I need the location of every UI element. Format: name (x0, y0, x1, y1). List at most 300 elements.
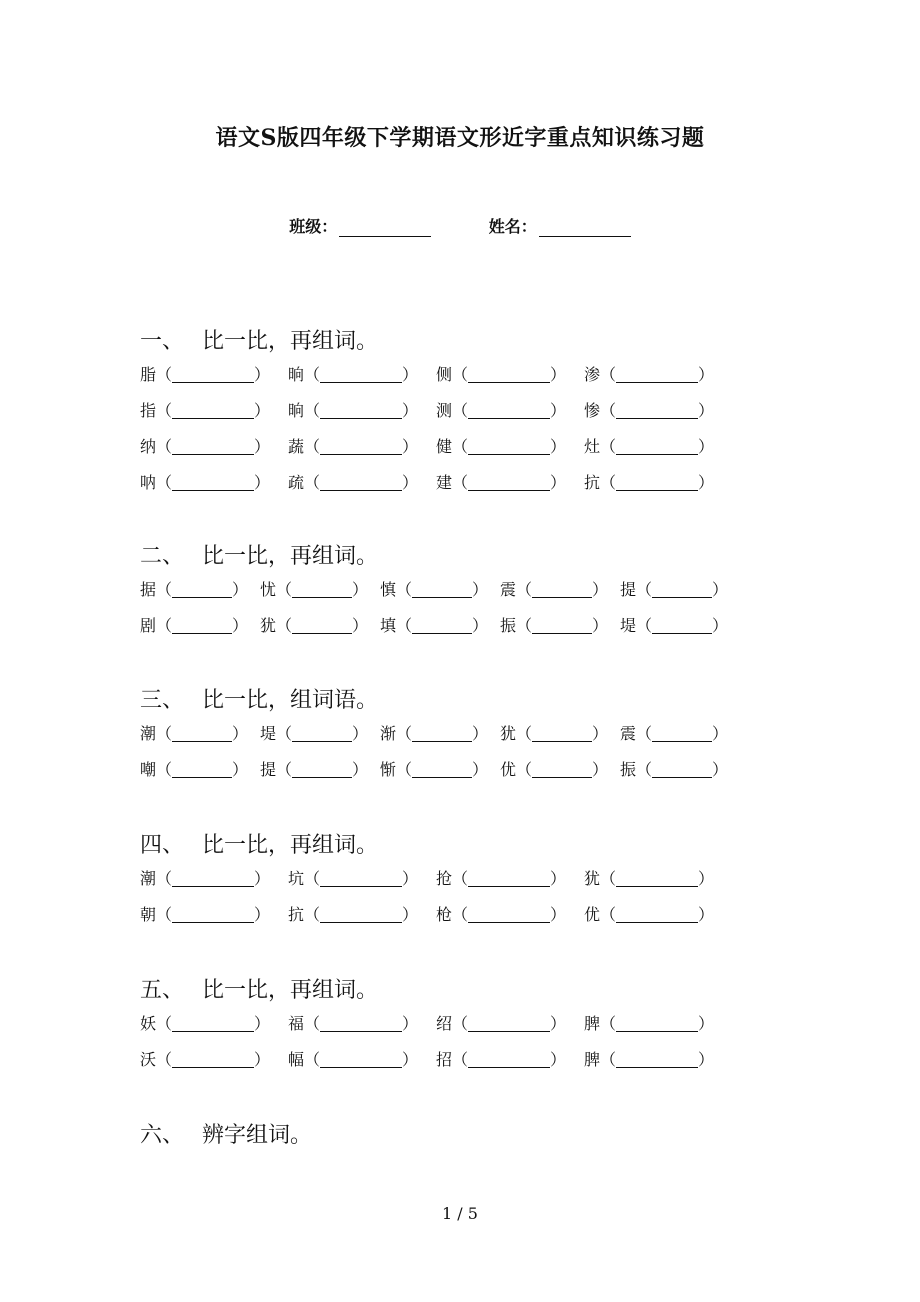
open-paren: （ (452, 869, 469, 888)
open-paren: （ (276, 724, 293, 743)
answer-blank[interactable] (320, 441, 402, 455)
section-number: 一、 (140, 329, 185, 354)
answer-blank[interactable] (468, 873, 550, 887)
char-row (140, 1006, 760, 1042)
character: 惨 (584, 401, 601, 420)
close-paren: ） (402, 869, 419, 888)
char-item (436, 1042, 584, 1078)
open-paren: （ (452, 401, 469, 420)
character: 忧 (260, 580, 277, 599)
character: 建 (436, 473, 453, 492)
character: 振 (500, 616, 517, 635)
open-paren: （ (636, 616, 653, 635)
answer-blank[interactable] (652, 620, 712, 634)
open-paren: （ (304, 905, 321, 924)
character: 提 (260, 760, 277, 779)
char-item (380, 608, 500, 644)
char-item (436, 465, 584, 501)
close-paren: ） (402, 437, 419, 456)
close-paren: ） (254, 473, 271, 492)
close-paren: ） (402, 1050, 419, 1069)
close-paren: ） (254, 1014, 271, 1033)
open-paren: （ (396, 580, 413, 599)
character: 抢 (436, 869, 453, 888)
close-paren: ） (550, 437, 567, 456)
character: 晌 (288, 401, 305, 420)
open-paren: （ (600, 1014, 617, 1033)
open-paren: （ (276, 580, 293, 599)
answer-blank[interactable] (172, 369, 254, 383)
character: 脾 (584, 1050, 601, 1069)
answer-blank[interactable] (412, 584, 472, 598)
character: 优 (584, 905, 601, 924)
answer-blank[interactable] (468, 369, 550, 383)
character: 福 (288, 1014, 305, 1033)
char-item (436, 357, 584, 393)
character: 朝 (140, 905, 157, 924)
open-paren: （ (516, 616, 533, 635)
answer-blank[interactable] (468, 1018, 550, 1032)
close-paren: ） (352, 760, 369, 779)
close-paren: ） (550, 905, 567, 924)
open-paren: （ (396, 760, 413, 779)
char-row (140, 1042, 760, 1078)
section-number: 四、 (140, 833, 185, 858)
answer-blank[interactable] (616, 369, 698, 383)
character: 坑 (288, 869, 305, 888)
char-item (584, 861, 732, 897)
section-instruction: 比一比，组词语。 (202, 688, 379, 713)
answer-blank[interactable] (172, 1018, 254, 1032)
char-item (584, 429, 732, 465)
character: 蔬 (288, 437, 305, 456)
answer-blank[interactable] (320, 909, 402, 923)
section-instruction: 辨字组词。 (202, 1123, 313, 1148)
answer-blank[interactable] (532, 764, 592, 778)
close-paren: ） (712, 580, 729, 599)
char-item (140, 572, 260, 608)
char-item (288, 393, 436, 429)
open-paren: （ (452, 905, 469, 924)
character: 指 (140, 401, 157, 420)
close-paren: ） (698, 1014, 715, 1033)
section-instruction: 比一比，再组词。 (202, 544, 379, 569)
class-label: 班级： (289, 217, 338, 236)
open-paren: （ (276, 616, 293, 635)
open-paren: （ (516, 580, 533, 599)
answer-blank[interactable] (320, 1018, 402, 1032)
character: 健 (436, 437, 453, 456)
char-row (140, 861, 760, 897)
answer-blank[interactable] (320, 1054, 402, 1068)
open-paren: （ (452, 473, 469, 492)
open-paren: （ (600, 401, 617, 420)
answer-blank[interactable] (412, 620, 472, 634)
char-item (500, 716, 620, 752)
char-row (140, 608, 760, 644)
char-item (584, 465, 732, 501)
character: 惭 (380, 760, 397, 779)
answer-blank[interactable] (532, 584, 592, 598)
char-item (288, 465, 436, 501)
section-instruction: 比一比，再组词。 (202, 833, 379, 858)
section-instruction: 比一比，再组词。 (202, 978, 379, 1003)
char-item (140, 716, 260, 752)
close-paren: ） (232, 760, 249, 779)
char-item (140, 752, 260, 788)
character: 犹 (500, 724, 517, 743)
open-paren: （ (452, 1050, 469, 1069)
char-row (140, 465, 760, 501)
char-item (436, 897, 584, 933)
char-row (140, 716, 760, 752)
open-paren: （ (396, 616, 413, 635)
answer-blank[interactable] (172, 620, 232, 634)
close-paren: ） (402, 473, 419, 492)
close-paren: ） (698, 401, 715, 420)
close-paren: ） (232, 724, 249, 743)
answer-blank[interactable] (616, 477, 698, 491)
answer-blank[interactable] (412, 728, 472, 742)
character: 潮 (140, 869, 157, 888)
character: 绍 (436, 1014, 453, 1033)
student-info (0, 214, 920, 237)
answer-blank[interactable] (652, 728, 712, 742)
open-paren: （ (304, 401, 321, 420)
answer-blank[interactable] (652, 584, 712, 598)
close-paren: ） (698, 473, 715, 492)
answer-blank[interactable] (532, 620, 592, 634)
section-heading (140, 1121, 760, 1151)
name-blank[interactable] (539, 220, 631, 237)
close-paren: ） (550, 365, 567, 384)
close-paren: ） (472, 616, 489, 635)
close-paren: ） (352, 616, 369, 635)
character: 慎 (380, 580, 397, 599)
open-paren: （ (304, 1014, 321, 1033)
answer-blank[interactable] (172, 441, 254, 455)
section-5 (140, 976, 760, 1078)
char-item (140, 465, 288, 501)
close-paren: ） (698, 869, 715, 888)
char-item (140, 357, 288, 393)
char-item (288, 429, 436, 465)
character: 抗 (584, 473, 601, 492)
open-paren: （ (600, 869, 617, 888)
close-paren: ） (550, 1050, 567, 1069)
char-item (380, 752, 500, 788)
answer-blank[interactable] (172, 873, 254, 887)
open-paren: （ (636, 724, 653, 743)
open-paren: （ (516, 724, 533, 743)
close-paren: ） (712, 724, 729, 743)
close-paren: ） (352, 724, 369, 743)
answer-blank[interactable] (172, 764, 232, 778)
character: 测 (436, 401, 453, 420)
open-paren: （ (452, 437, 469, 456)
close-paren: ） (550, 473, 567, 492)
answer-blank[interactable] (412, 764, 472, 778)
section-number: 六、 (140, 1123, 185, 1148)
character: 提 (620, 580, 637, 599)
close-paren: ） (254, 401, 271, 420)
close-paren: ） (232, 580, 249, 599)
answer-blank[interactable] (616, 441, 698, 455)
char-item (140, 608, 260, 644)
answer-blank[interactable] (616, 1018, 698, 1032)
char-item (436, 393, 584, 429)
open-paren: （ (156, 1050, 173, 1069)
char-item (436, 429, 584, 465)
character: 震 (500, 580, 517, 599)
close-paren: ） (698, 905, 715, 924)
character: 堤 (260, 724, 277, 743)
close-paren: ） (254, 1050, 271, 1069)
close-paren: ） (472, 724, 489, 743)
close-paren: ） (254, 365, 271, 384)
page-title: 语文S版四年级下学期语文形近字重点知识练习题 (215, 125, 705, 151)
section-heading (140, 831, 760, 861)
close-paren: ） (402, 365, 419, 384)
answer-blank[interactable] (320, 369, 402, 383)
character: 优 (500, 760, 517, 779)
section-2 (140, 542, 760, 644)
section-4 (140, 831, 760, 933)
answer-blank[interactable] (292, 728, 352, 742)
open-paren: （ (600, 1050, 617, 1069)
char-item (500, 572, 620, 608)
open-paren: （ (156, 580, 173, 599)
character: 沃 (140, 1050, 157, 1069)
class-blank[interactable] (339, 220, 431, 237)
answer-blank[interactable] (532, 728, 592, 742)
close-paren: ） (232, 616, 249, 635)
open-paren: （ (156, 869, 173, 888)
char-item (500, 608, 620, 644)
character: 侧 (436, 365, 453, 384)
close-paren: ） (698, 365, 715, 384)
char-item (584, 1042, 732, 1078)
char-item (584, 357, 732, 393)
section-1 (140, 327, 760, 501)
section-heading (140, 686, 760, 716)
char-item (500, 752, 620, 788)
open-paren: （ (156, 365, 173, 384)
open-paren: （ (636, 580, 653, 599)
char-row (140, 393, 760, 429)
section-number: 二、 (140, 544, 185, 569)
answer-blank[interactable] (468, 441, 550, 455)
character: 震 (620, 724, 637, 743)
open-paren: （ (156, 905, 173, 924)
answer-blank[interactable] (320, 405, 402, 419)
character: 灶 (584, 437, 601, 456)
char-row (140, 897, 760, 933)
char-item (260, 752, 380, 788)
answer-blank[interactable] (616, 405, 698, 419)
close-paren: ） (402, 905, 419, 924)
char-item (140, 897, 288, 933)
section-number: 五、 (140, 978, 185, 1003)
open-paren: （ (156, 401, 173, 420)
close-paren: ） (254, 905, 271, 924)
character: 堤 (620, 616, 637, 635)
open-paren: （ (600, 365, 617, 384)
char-item (288, 1042, 436, 1078)
page-indicator: 1 / 5 (442, 1204, 478, 1223)
character: 疏 (288, 473, 305, 492)
character: 嘲 (140, 760, 157, 779)
open-paren: （ (276, 760, 293, 779)
open-paren: （ (600, 437, 617, 456)
section-6 (140, 1121, 760, 1151)
open-paren: （ (600, 905, 617, 924)
char-item (584, 897, 732, 933)
open-paren: （ (156, 473, 173, 492)
class-field (289, 214, 431, 237)
close-paren: ） (550, 401, 567, 420)
char-item (260, 572, 380, 608)
open-paren: （ (396, 724, 413, 743)
char-item (620, 716, 728, 752)
answer-blank[interactable] (468, 909, 550, 923)
answer-blank[interactable] (292, 620, 352, 634)
open-paren: （ (156, 616, 173, 635)
answer-blank[interactable] (468, 405, 550, 419)
close-paren: ） (592, 580, 609, 599)
char-item (288, 357, 436, 393)
character: 据 (140, 580, 157, 599)
open-paren: （ (156, 760, 173, 779)
answer-blank[interactable] (616, 909, 698, 923)
answer-blank[interactable] (292, 584, 352, 598)
name-label: 姓名： (488, 217, 537, 236)
close-paren: ） (592, 616, 609, 635)
character: 招 (436, 1050, 453, 1069)
close-paren: ） (254, 869, 271, 888)
open-paren: （ (156, 437, 173, 456)
char-row (140, 572, 760, 608)
character: 脂 (140, 365, 157, 384)
char-row (140, 752, 760, 788)
answer-blank[interactable] (652, 764, 712, 778)
char-item (380, 716, 500, 752)
char-row (140, 429, 760, 465)
answer-blank[interactable] (616, 1054, 698, 1068)
character: 渗 (584, 365, 601, 384)
answer-blank[interactable] (616, 873, 698, 887)
answer-blank[interactable] (172, 1054, 254, 1068)
character: 犹 (260, 616, 277, 635)
close-paren: ） (352, 580, 369, 599)
close-paren: ） (402, 1014, 419, 1033)
open-paren: （ (156, 724, 173, 743)
char-item (288, 861, 436, 897)
close-paren: ） (712, 760, 729, 779)
character: 犹 (584, 869, 601, 888)
character: 振 (620, 760, 637, 779)
char-item (140, 393, 288, 429)
close-paren: ） (472, 580, 489, 599)
name-field (489, 214, 631, 237)
answer-blank[interactable] (172, 405, 254, 419)
char-item (584, 1006, 732, 1042)
close-paren: ） (402, 401, 419, 420)
character: 潮 (140, 724, 157, 743)
character: 纳 (140, 437, 157, 456)
char-item (620, 752, 728, 788)
open-paren: （ (304, 365, 321, 384)
close-paren: ） (592, 724, 609, 743)
close-paren: ） (698, 437, 715, 456)
close-paren: ） (592, 760, 609, 779)
char-item (260, 608, 380, 644)
char-item (436, 861, 584, 897)
open-paren: （ (156, 1014, 173, 1033)
char-item (584, 393, 732, 429)
close-paren: ） (698, 1050, 715, 1069)
open-paren: （ (304, 473, 321, 492)
char-item (140, 861, 288, 897)
char-item (620, 608, 728, 644)
character: 抗 (288, 905, 305, 924)
char-item (140, 429, 288, 465)
section-heading (140, 327, 760, 357)
close-paren: ） (712, 616, 729, 635)
close-paren: ） (550, 869, 567, 888)
character: 剧 (140, 616, 157, 635)
open-paren: （ (304, 437, 321, 456)
character: 呐 (140, 473, 157, 492)
section-heading (140, 976, 760, 1006)
character: 填 (380, 616, 397, 635)
close-paren: ） (254, 437, 271, 456)
open-paren: （ (452, 1014, 469, 1033)
answer-blank[interactable] (172, 584, 232, 598)
open-paren: （ (452, 365, 469, 384)
character: 妖 (140, 1014, 157, 1033)
open-paren: （ (600, 473, 617, 492)
open-paren: （ (304, 869, 321, 888)
answer-blank[interactable] (468, 1054, 550, 1068)
answer-blank[interactable] (172, 909, 254, 923)
char-item (380, 572, 500, 608)
char-item (288, 1006, 436, 1042)
section-heading (140, 542, 760, 572)
char-item (436, 1006, 584, 1042)
open-paren: （ (516, 760, 533, 779)
answer-blank[interactable] (172, 728, 232, 742)
answer-blank[interactable] (292, 764, 352, 778)
open-paren: （ (304, 1050, 321, 1069)
char-item (288, 897, 436, 933)
open-paren: （ (636, 760, 653, 779)
section-number: 三、 (140, 688, 185, 713)
close-paren: ） (472, 760, 489, 779)
character: 枪 (436, 905, 453, 924)
character: 渐 (380, 724, 397, 743)
answer-blank[interactable] (468, 477, 550, 491)
close-paren: ） (550, 1014, 567, 1033)
char-row (140, 357, 760, 393)
answer-blank[interactable] (172, 477, 254, 491)
char-item (260, 716, 380, 752)
char-item (140, 1006, 288, 1042)
char-item (620, 572, 728, 608)
answer-blank[interactable] (320, 477, 402, 491)
char-item (140, 1042, 288, 1078)
answer-blank[interactable] (320, 873, 402, 887)
